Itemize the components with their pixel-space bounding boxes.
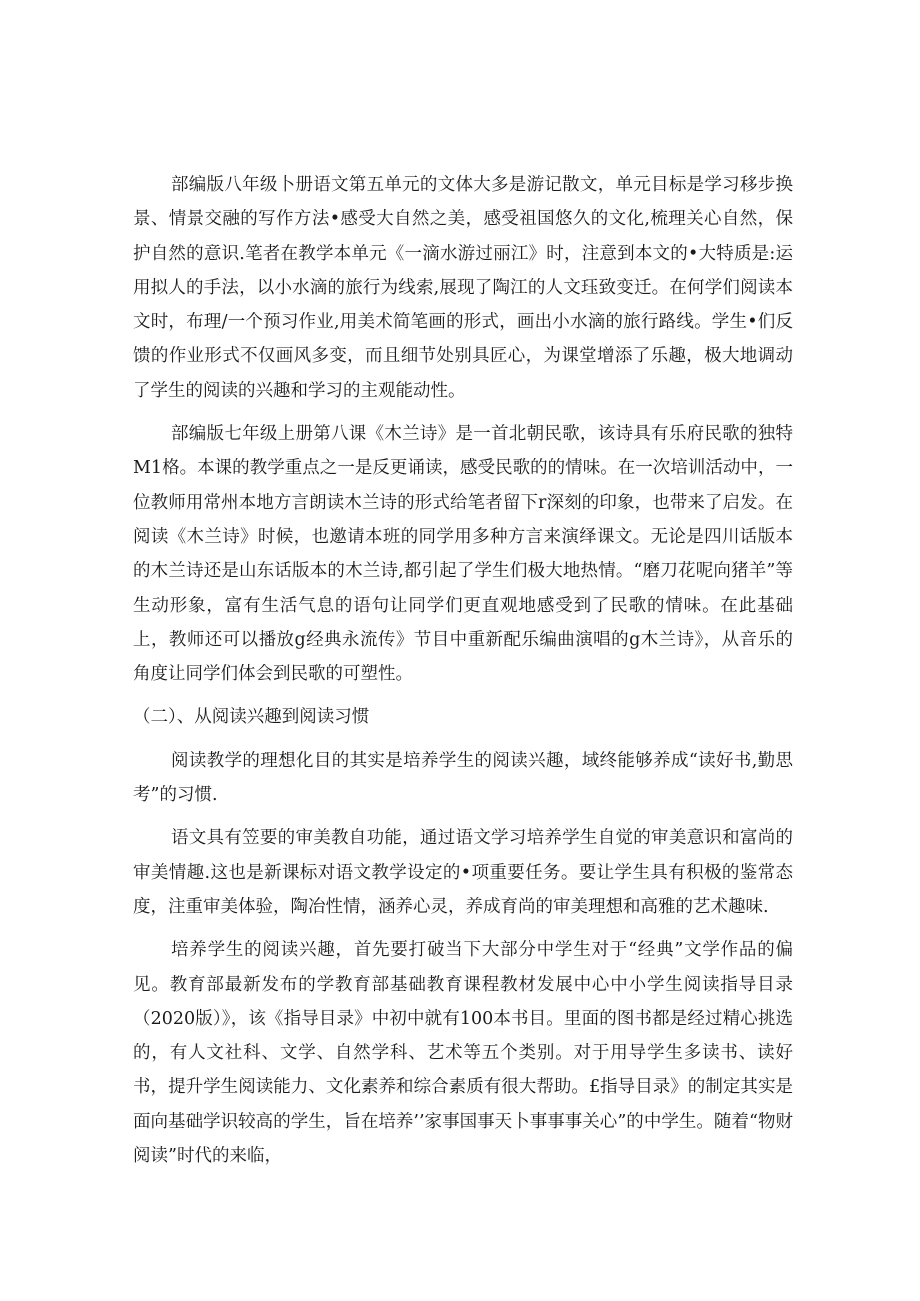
- paragraph-reading-goal: 阅读教学的理想化目的其实是培养学生的阅读兴趣，域终能够养成“读好书,勤思考”的习惯.: [133, 750, 793, 806]
- paragraph-mulan-poem: 部编版七年级上册第八课《木兰诗》是一首北朝民歌，该诗具有乐府民歌的独特M1格。本课的教学重点之一是反更诵读，感受民歌的的情味。在一次培训活动中，一位教师用常州本地方言朗读木兰诗的形式给笔者留下r深刻的印象，也带来了启发。在阅读《木兰诗》时候，也邀请本班的同学用多种方言来演绎课文。无论是四川话版本的木兰诗还是山东话版本的木兰诗,都引起了学生们极大地热情。“磨刀花呢向猪羊”等生动形象，富有生活气息的语句让同学们更直观地感受到了民歌的情味。在此基础上，教师还可以播放g经典永流传》节目中重新配乐编曲演唱的g木兰诗》，从音乐的角度让同学们体会到民歌的可塑性。: [133, 424, 793, 685]
- document-body: [133, 168, 793, 1173]
- paragraph-unit-five-travel-essays: 部编版八年级卜册语文第五单元的文体大多是游记散文，单元目标是学习移步换景、情景交融的写作方法•感受大自然之美，感受祖国悠久的文化,梳理关心自然，保护自然的意识.笔者在教学本单元《一滴水游过丽江》时，注意到本文的•大特质是:运用拟人的手法，以小水滴的旅行为线索,展现了陶江的人文珏致变迁。在何学们阅读本文时，布理/一个预习作业,用美术简笔画的形式，画出小水滴的旅行路线。学生•们反馈的作业形式不仅画风多变，而且细节处别具匠心，为课堂增添了乐趣，极大地调动了学生的阅读的兴趣和学习的主观能动性。: [133, 175, 793, 401]
- section-heading: （二）、从阅读兴趣到阅读习惯: [133, 707, 370, 728]
- paragraph-aesthetic-education: 语文具有笠要的审美教自功能，通过语文学习培养学生自觉的审美意识和富尚的审美情趣.这也是新课标对语文教学设定的•项重要任务。要让学生具有积极的鉴常态度，注重审美体验，陶冶性情，涵养心灵，养成育尚的审美理想和高雅的艺术趣味.: [133, 828, 793, 917]
- paragraph-reading-interest: 培养学生的阅读兴趣，首先要打破当下大部分中学生对于“经典”文学作品的偏见。教育部最新发布的学教育部基础教育课程教材发展中心中小学生阅读指导目录（2020版）》，该《指导目录》中初中就有100本书目。里面的图书都是经过精心挑选的，有人文社科、文学、自然学科、艺术等五个类别。对于用导学生多读书、读好书，提升学生阅读能力、文化素养和综合素质有很大帮助。£指导目录》的制定其实是面向基础学识较高的学生，旨在培养’’家事国事天卜事事事关心”的中学生。随着“物财阅读”时代的来临，: [133, 940, 793, 1167]
